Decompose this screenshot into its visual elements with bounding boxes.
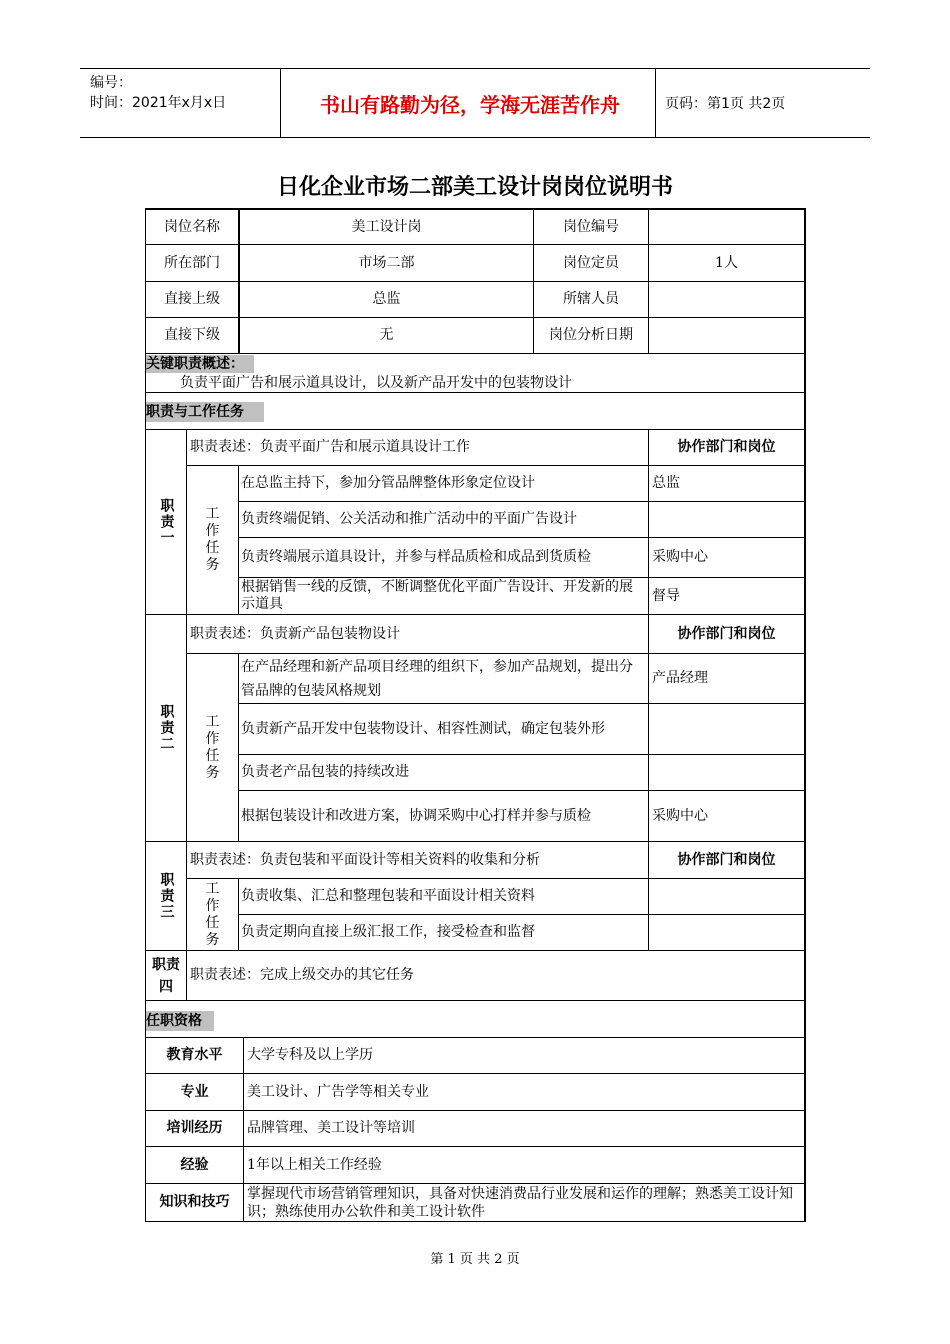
major-value: 美工设计、广告学等相关专业 xyxy=(247,1083,429,1100)
experience-value: 1年以上相关工作经验 xyxy=(247,1156,382,1173)
duty-1-statement: 职责表述：负责平面广告和展示道具设计工作 xyxy=(190,439,470,455)
label-post-number: 岗位编号 xyxy=(563,218,619,235)
header-meta xyxy=(90,73,226,113)
duty-1-coop-3: 采购中心 xyxy=(652,549,708,565)
summary-heading: 关键职责概述： xyxy=(146,355,254,373)
page-footer: 第 1 页 共 2 页 xyxy=(430,1252,520,1267)
duty-2-task-2: 负责新产品开发中包装物设计、相容性测试，确定包装外形 xyxy=(241,721,605,737)
label-department: 所在部门 xyxy=(164,254,220,271)
major-label: 专业 xyxy=(180,1083,209,1100)
duty-1-label: 职责一 xyxy=(158,498,175,546)
time-label: 时间：2021年x月x日 xyxy=(90,95,227,111)
value-analysis-date xyxy=(649,318,804,353)
duty-3-task-2: 负责定期向直接上级汇报工作，接受检查和监督 xyxy=(241,924,535,940)
duty-2-task-4: 根据包装设计和改进方案，协调采购中心打样并参与质检 xyxy=(241,808,591,824)
duty-2-statement: 职责表述：负责新产品包装物设计 xyxy=(190,625,400,642)
duty-2-coop-header: 协作部门和岗位 xyxy=(677,625,776,642)
motto: 书山有路勤为径，学海无涯苦作舟 xyxy=(320,92,620,117)
number-label: 编号： xyxy=(90,75,132,91)
experience-label: 经验 xyxy=(180,1156,209,1173)
duty-3-coop-1 xyxy=(652,879,802,914)
duty-2-task-3: 负责老产品包装的持续改进 xyxy=(241,764,409,780)
skills-value: 掌握现代市场营销管理知识，具备对快速消费品行业发展和运作的理解；熟悉美工设计知识；熟练使用办公软件和美工设计软件 xyxy=(247,1185,793,1220)
value-direct-report: 无 xyxy=(379,327,394,343)
duty-3-coop-header: 协作部门和岗位 xyxy=(677,851,776,868)
skills-label: 知识和技巧 xyxy=(159,1194,230,1210)
label-post-name: 岗位名称 xyxy=(164,218,220,235)
duty-2-coop-2 xyxy=(652,704,802,754)
duty-1-coop-header: 协作部门和岗位 xyxy=(677,439,776,455)
label-analysis-date: 岗位分析日期 xyxy=(549,327,633,343)
duty-3-coop-2 xyxy=(652,915,802,950)
training-value: 品牌管理、美工设计等培训 xyxy=(247,1120,415,1136)
summary-text: 负责平面广告和展示道具设计，以及新产品开发中的包装物设计 xyxy=(180,374,572,391)
duty-3-task-label: 工作任务 xyxy=(205,880,220,948)
duty-3-statement: 职责表述：负责包装和平面设计等相关资料的收集和分析 xyxy=(190,851,540,868)
duty-4-label: 职责四 xyxy=(152,956,180,995)
value-department: 市场二部 xyxy=(358,254,415,271)
duty-1-task-3: 负责终端展示道具设计，并参与样品质检和成品到货质检 xyxy=(241,549,591,565)
qualifications-heading: 任职资格 xyxy=(146,1011,214,1031)
duties-heading: 职责与工作任务 xyxy=(146,402,264,422)
training-label: 培训经历 xyxy=(166,1120,223,1136)
page-title: 日化企业市场二部美工设计岗岗位说明书 xyxy=(276,175,673,200)
label-direct-report: 直接下级 xyxy=(164,327,220,343)
duty-2-coop-1: 产品经理 xyxy=(652,670,708,686)
duty-1-task-4: 根据销售一线的反馈，不断调整优化平面广告设计、开发新的展示道具 xyxy=(241,579,633,612)
duty-1-coop-2 xyxy=(652,502,802,537)
duty-1-task-1: 在总监主持下，参加分管品牌整体形象定位设计 xyxy=(241,475,535,491)
label-superior: 直接上级 xyxy=(164,291,220,307)
label-headcount: 岗位定员 xyxy=(563,254,619,271)
value-superior: 总监 xyxy=(372,291,401,307)
value-headcount: 1人 xyxy=(715,254,738,271)
label-subordinates: 所辖人员 xyxy=(563,291,619,307)
page-header xyxy=(80,68,870,138)
duty-2-label: 职责二 xyxy=(158,704,175,752)
duty-1-task-label: 工作任务 xyxy=(205,506,220,573)
duty-2-task-1: 在产品经理和新产品项目经理的组织下，参加产品规划，提出分管品牌的包装风格规划 xyxy=(241,658,633,699)
duty-1-task-2: 负责终端促销、公关活动和推广活动中的平面广告设计 xyxy=(241,511,577,527)
duty-3-label: 职责三 xyxy=(158,872,175,920)
duty-2-coop-3 xyxy=(652,755,802,790)
duty-3-task-1: 负责收集、汇总和整理包装和平面设计相关资料 xyxy=(241,888,535,904)
education-label: 教育水平 xyxy=(166,1047,223,1063)
duty-4-statement: 职责表述：完成上级交办的其它任务 xyxy=(190,967,414,983)
duty-2-coop-4: 采购中心 xyxy=(652,807,708,824)
page-info: 页码：第1页 共2页 xyxy=(665,96,786,112)
duty-1-coop-4: 督导 xyxy=(652,587,680,604)
duty-2-task-label: 工作任务 xyxy=(205,713,220,781)
value-post-number xyxy=(649,210,804,244)
value-post-name: 美工设计岗 xyxy=(351,218,422,235)
education-value: 大学专科及以上学历 xyxy=(247,1047,373,1063)
value-subordinates xyxy=(649,282,804,317)
duty-1-coop-1: 总监 xyxy=(652,475,680,491)
